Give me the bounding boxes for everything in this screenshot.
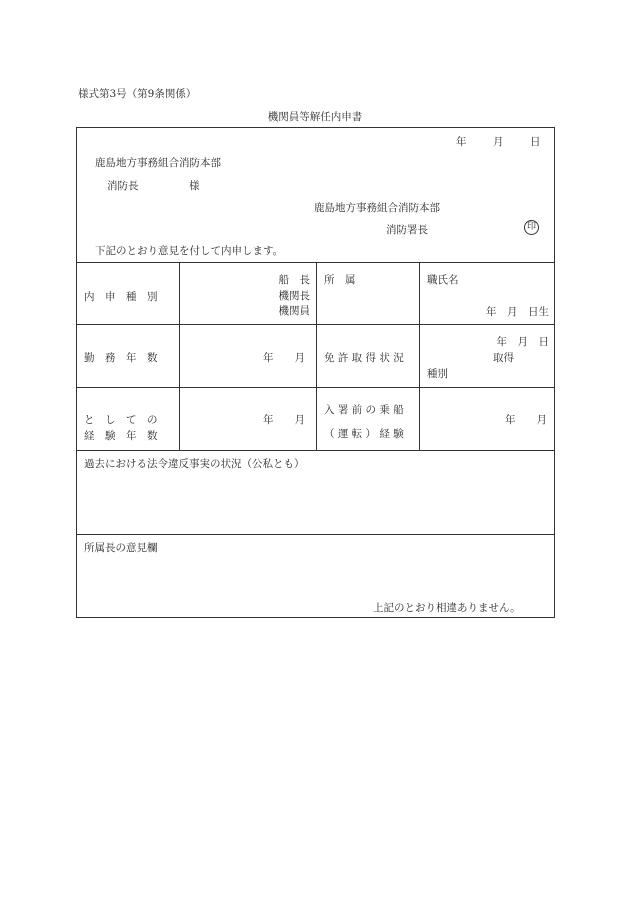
column-divider-1 — [179, 262, 180, 450]
experience-label-line1: と し て の — [84, 414, 158, 426]
column-divider-2 — [316, 262, 317, 450]
sender-position: 消防署長 — [386, 224, 428, 236]
option-engineer: 機関員 — [278, 305, 310, 317]
prior-experience-years: 年 月 — [505, 414, 547, 426]
service-years-value: 年 月 — [263, 352, 305, 364]
name-label: 職氏名 — [427, 274, 459, 286]
prior-experience-line2: （ 運 転 ） 経 験 — [324, 428, 404, 440]
confirmation-text: 上記のとおり相違ありません。 — [373, 602, 521, 614]
document-title: 機関員等解任内申書 — [267, 111, 363, 123]
experience-label-line2: 経 験 年 数 — [84, 430, 158, 442]
license-type-label: 種別 — [427, 368, 448, 380]
license-status-label: 免 許 取 得 状 況 — [324, 352, 404, 364]
license-acquired: 取得 — [493, 352, 514, 364]
license-date: 年 月 日 — [496, 336, 549, 348]
intro-text: 下記のとおり意見を付して内申します。 — [95, 245, 284, 257]
date-year: 年 — [456, 136, 467, 148]
divider-violations-bottom — [76, 534, 555, 535]
seal-mark: 印 — [524, 220, 539, 235]
addressee-honorific: 様 — [189, 180, 200, 192]
date-month: 月 — [493, 136, 504, 148]
opinion-label: 所属長の意見欄 — [84, 542, 158, 554]
service-years-label: 勤 務 年 数 — [84, 352, 158, 364]
violations-label: 過去における法令違反事実の状況（公私とも） — [84, 458, 305, 470]
birth-date: 年 月 日生 — [486, 306, 549, 318]
prior-experience-line1: 入 署 前 の 乗 船 — [324, 404, 404, 416]
option-captain: 船 長 — [278, 274, 310, 286]
column-divider-3 — [419, 262, 420, 450]
addressee-position: 消防長 — [107, 180, 139, 192]
experience-years-value: 年 月 — [263, 414, 305, 426]
option-chief-engineer: 機関長 — [278, 290, 310, 302]
report-type-label: 内 申 種 別 — [84, 291, 158, 303]
form-number: 様式第3号（第9条関係） — [78, 88, 197, 100]
date-day: 日 — [530, 136, 541, 148]
divider-row3-bottom — [76, 450, 555, 451]
addressee-organization: 鹿島地方事務組合消防本部 — [95, 157, 221, 169]
affiliation-label: 所 属 — [324, 274, 356, 286]
sender-organization: 鹿島地方事務組合消防本部 — [314, 202, 440, 214]
